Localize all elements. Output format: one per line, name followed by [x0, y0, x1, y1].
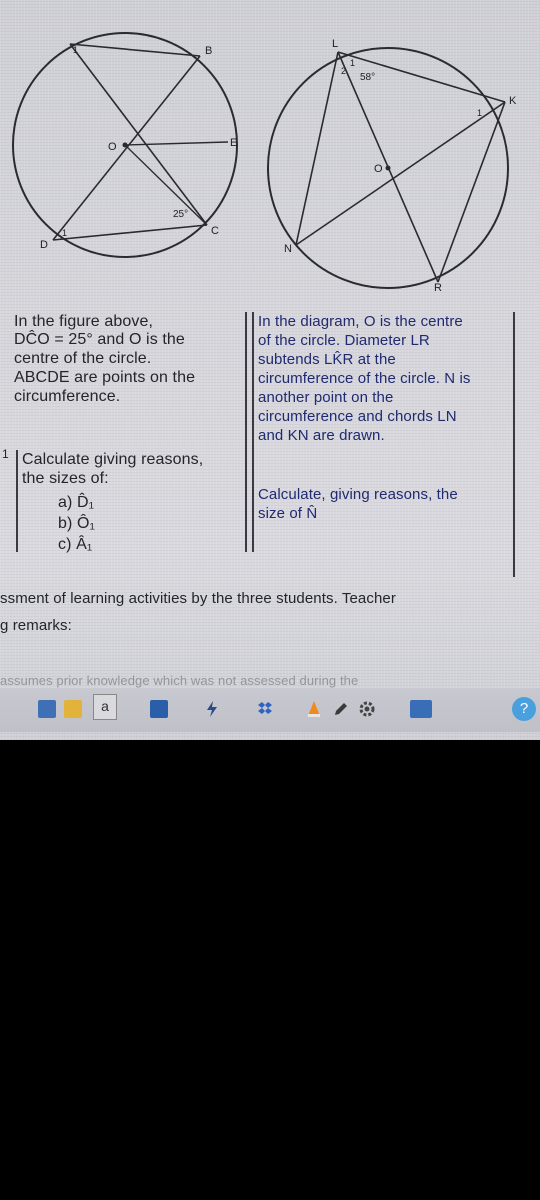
gear-icon — [358, 700, 376, 718]
column-divider-right — [513, 312, 515, 577]
right-text-line-7: and KN are drawn. — [258, 427, 385, 444]
left-text-line-5: circumference. — [14, 388, 121, 405]
right-text-line-1: In the diagram, O is the centre — [258, 313, 463, 330]
right-text-line-4: circumference of the circle. N is — [258, 370, 471, 387]
right-text-line-3: subtends LK̂R at the — [258, 351, 396, 368]
left-sub-a: 1 — [73, 45, 79, 55]
laptop-taskbar — [0, 688, 540, 732]
point-k-label: K — [509, 95, 517, 107]
vlc-cone-icon — [305, 700, 323, 718]
column-divider-left-2 — [252, 312, 254, 552]
mail-icon — [150, 700, 168, 718]
left-circle-figure — [13, 33, 237, 257]
point-o2-label: O — [374, 163, 383, 175]
left-text-line-2: DĈO = 25° and O is the — [14, 331, 185, 348]
point-d-label: D — [40, 239, 48, 251]
right-sub-l1: 1 — [350, 58, 356, 68]
point-n-label: N — [284, 243, 292, 255]
left-part-a: a) D̂₁ — [58, 494, 95, 511]
angle-25-label: 25° — [173, 209, 189, 220]
left-text-line-1: In the figure above, — [14, 313, 153, 330]
right-text-line-6: circumference and chords LN — [258, 408, 457, 425]
point-c-label: C — [211, 225, 219, 237]
geometry-figures — [0, 0, 540, 300]
black-background — [0, 740, 540, 1200]
right-question-line-1: Calculate, giving reasons, the — [258, 486, 458, 503]
dropbox-icon — [256, 700, 274, 718]
left-text-line-3: centre of the circle. — [14, 350, 152, 367]
left-part-b: b) Ô₁ — [58, 515, 96, 532]
left-question-number: 1 — [2, 447, 9, 461]
footer-line-2: g remarks: — [0, 617, 72, 634]
right-sub-k: 1 — [477, 108, 483, 118]
left-text-line-4: ABCDE are points on the — [14, 369, 196, 386]
column-divider-left — [245, 312, 247, 552]
pen-icon — [332, 700, 350, 718]
right-circle-figure — [268, 38, 517, 294]
angle-58-label: 58° — [360, 72, 376, 83]
point-l-label: L — [332, 38, 339, 50]
left-question-line-1: Calculate giving reasons, — [22, 451, 204, 468]
footer-line-1: ssment of learning activities by the three students. Teacher — [0, 590, 396, 607]
left-sub-d: 1 — [62, 228, 68, 238]
lightning-icon — [203, 700, 221, 718]
right-sub-l2: 2 — [341, 66, 347, 76]
help-icon: ? — [512, 697, 536, 721]
point-o-label: O — [108, 141, 117, 153]
keyboard-key-a: a — [93, 694, 117, 720]
taskbar-app-icon — [38, 700, 56, 718]
right-text-line-5: another point on the — [258, 389, 394, 406]
word-icon — [410, 700, 432, 718]
right-question-line-2: size of N̂ — [258, 505, 318, 522]
folder-icon — [64, 700, 82, 718]
point-b-label: B — [205, 45, 213, 57]
right-text-line-2: of the circle. Diameter LR — [258, 332, 430, 349]
point-e-label: E — [230, 137, 238, 149]
point-r-label: R — [434, 282, 442, 294]
left-part-c: c) Â₁ — [58, 536, 93, 553]
left-question-line-2: the sizes of: — [22, 470, 109, 487]
footer-line-3: assumes prior knowledge which was not assessed during the — [0, 673, 359, 688]
left-margin-rule — [16, 450, 18, 552]
